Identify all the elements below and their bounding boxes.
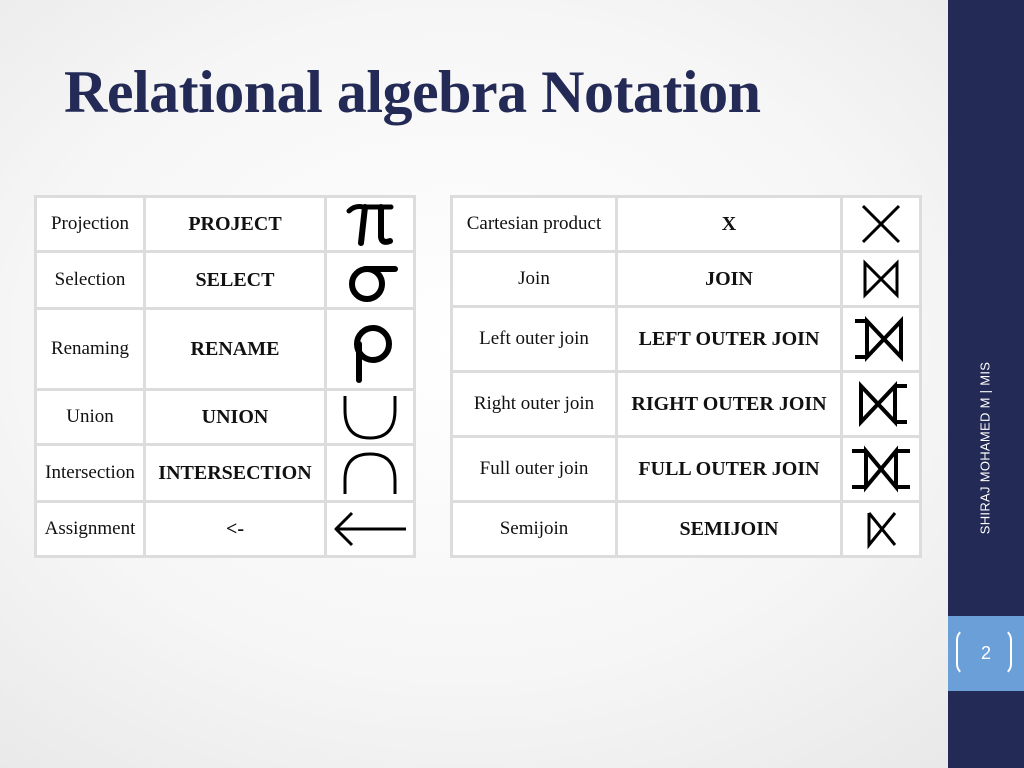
operation-keyword: FULL OUTER JOIN xyxy=(618,438,840,500)
footer-author: SHIRAJ MOHAMED M | MIS xyxy=(977,361,993,535)
page-number: 2 xyxy=(980,643,991,663)
table-row xyxy=(453,503,919,555)
operation-keyword: X xyxy=(618,198,840,250)
table-row xyxy=(453,438,919,500)
table-row xyxy=(37,446,413,500)
sigma-symbol-icon xyxy=(327,253,413,307)
table-row xyxy=(453,198,919,250)
operation-name: Cartesian product xyxy=(453,198,615,250)
pi-symbol-icon xyxy=(327,198,413,250)
operation-keyword: JOIN xyxy=(618,253,840,305)
table-row xyxy=(37,503,413,555)
operation-name: Right outer join xyxy=(453,373,615,435)
page-number-box xyxy=(948,616,1024,691)
operation-name: Semijoin xyxy=(453,503,615,555)
cross-symbol-icon xyxy=(843,198,919,250)
operation-keyword: <- xyxy=(146,503,324,555)
table-row xyxy=(453,308,919,370)
operation-name: Union xyxy=(37,391,143,443)
left-notation-table xyxy=(34,195,416,558)
table-row xyxy=(37,310,413,388)
operation-name: Left outer join xyxy=(453,308,615,370)
operation-keyword: SELECT xyxy=(146,253,324,307)
operation-keyword: INTERSECTION xyxy=(146,446,324,500)
operation-name: Selection xyxy=(37,253,143,307)
semijoin-symbol-icon xyxy=(843,503,919,555)
table-row xyxy=(453,373,919,435)
operation-keyword: RENAME xyxy=(146,310,324,388)
operation-name: Full outer join xyxy=(453,438,615,500)
bowtie-symbol-icon xyxy=(843,253,919,305)
operation-keyword: PROJECT xyxy=(146,198,324,250)
table-row xyxy=(37,253,413,307)
table-row xyxy=(453,253,919,305)
rho-symbol-icon xyxy=(327,310,413,388)
union-symbol-icon xyxy=(327,391,413,443)
operation-name: Projection xyxy=(37,198,143,250)
right-outer-join-symbol-icon xyxy=(843,373,919,435)
left-outer-join-symbol-icon xyxy=(843,308,919,370)
left-arrow-symbol-icon xyxy=(327,503,413,555)
operation-name: Renaming xyxy=(37,310,143,388)
slide-title: Relational algebra Notation xyxy=(64,59,761,125)
table-row xyxy=(37,391,413,443)
operation-keyword: UNION xyxy=(146,391,324,443)
intersection-symbol-icon xyxy=(327,446,413,500)
operation-keyword: RIGHT OUTER JOIN xyxy=(618,373,840,435)
table-row xyxy=(37,198,413,250)
operation-name: Join xyxy=(453,253,615,305)
operation-keyword: LEFT OUTER JOIN xyxy=(618,308,840,370)
full-outer-join-symbol-icon xyxy=(843,438,919,500)
operation-name: Assignment xyxy=(37,503,143,555)
right-notation-table xyxy=(450,195,922,558)
operation-name: Intersection xyxy=(37,446,143,500)
operation-keyword: SEMIJOIN xyxy=(618,503,840,555)
